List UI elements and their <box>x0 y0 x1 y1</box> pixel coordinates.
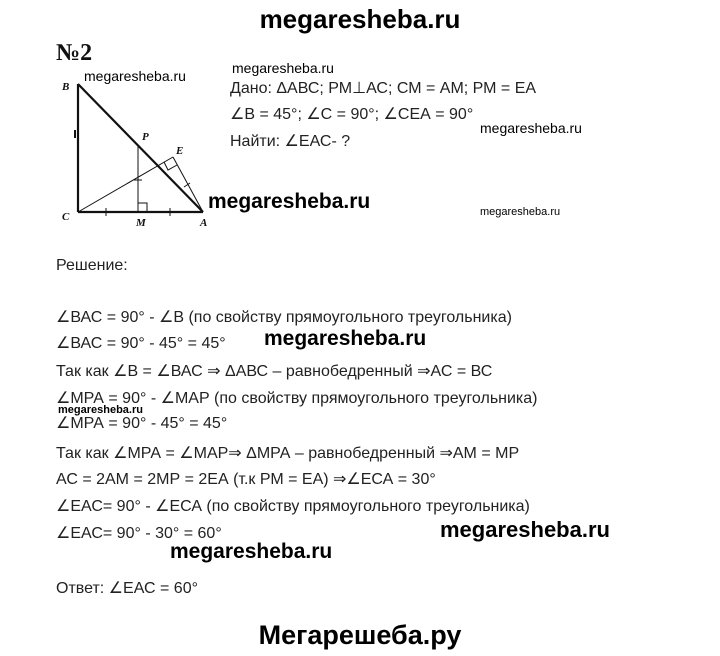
watermark-figure-top: megaresheba.ru <box>84 68 186 84</box>
solution-heading: Решение: <box>56 257 128 274</box>
label-e: E <box>176 145 184 157</box>
label-b: B <box>62 81 70 93</box>
solution-line-6: Так как ∠МРА = ∠МАР⇒ ΔМРА – равнобедренный ⇒АМ = МР <box>56 445 520 462</box>
given-line-3: Найти: ∠ЕАС- ? <box>230 133 351 150</box>
given-line-1: Дано: ΔАВС; РМ⊥АС; СМ = АМ; РМ = ЕА <box>230 80 537 97</box>
site-footer: Мегарешеба.ру <box>258 620 462 650</box>
label-p: P <box>142 131 149 143</box>
solution-line-7: АС = 2АМ = 2МР = 2ЕА (т.к РМ = ЕА) ⇒∠ЕСА = 30° <box>56 471 436 488</box>
watermark-solution-3: megaresheba.ru <box>440 517 610 542</box>
segment-ce <box>78 157 173 212</box>
label-a: A <box>200 217 208 229</box>
solution-line-9: ∠ЕАС= 90° - 30° = 60° <box>56 525 222 542</box>
solution-line-2: ∠ВАС = 90° - 45° = 45° <box>56 335 226 352</box>
watermark-given: megaresheba.ru <box>232 60 334 76</box>
side-ab <box>78 84 203 212</box>
label-c: C <box>62 211 70 223</box>
answer: Ответ: ∠ЕАС = 60° <box>56 580 198 597</box>
solution-line-5: ∠МРА = 90° - 45° = 45° <box>56 415 228 432</box>
right-angle-m <box>138 203 147 212</box>
triangle-figure <box>58 72 228 230</box>
solution-line-8: ∠ЕАС= 90° - ∠ЕСА (по свойству прямоугольного треугольника) <box>56 498 530 515</box>
watermark-small-right: megaresheba.ru <box>480 206 561 218</box>
label-m: M <box>136 217 146 229</box>
right-angle-e <box>164 162 177 170</box>
problem-number: №2 <box>56 40 93 66</box>
watermark-find: megaresheba.ru <box>480 120 582 136</box>
watermark-solution-2: megaresheba.ru <box>58 404 143 416</box>
watermark-figure-bottom: megaresheba.ru <box>208 190 371 213</box>
solution-line-3: Так как ∠В = ∠ВАС ⇒ ΔАВС – равнобедренный ⇒АС = ВС <box>56 363 493 380</box>
solution-line-1: ∠ВАС = 90° - ∠В (по свойству прямоугольного треугольника) <box>56 309 512 326</box>
given-line-2: ∠В = 45°; ∠С = 90°; ∠СЕА = 90° <box>230 106 474 123</box>
watermark-solution-4: megaresheba.ru <box>170 540 333 563</box>
site-header: megaresheba.ru <box>259 4 461 34</box>
watermark-solution-1: megaresheba.ru <box>264 327 427 350</box>
solution-line-4: ∠МРА = 90° - ∠МАР (по свойству прямоугольного треугольника) <box>56 390 538 407</box>
